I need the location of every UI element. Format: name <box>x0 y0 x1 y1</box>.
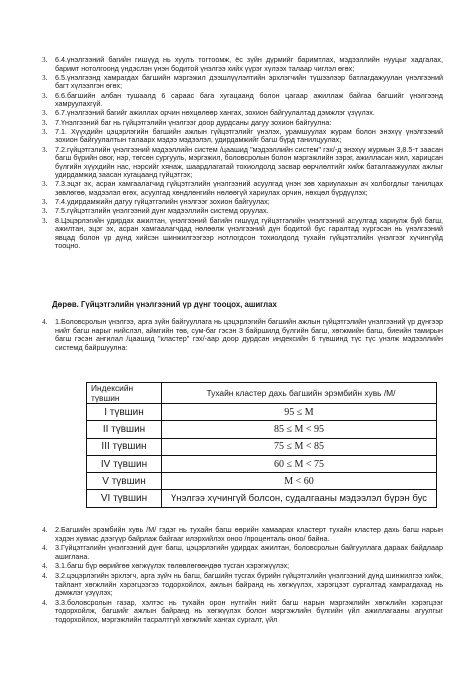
header-percentile: Тухайн кластер дахь багшийн эрэмбийн хувь /M/ <box>162 383 437 404</box>
table-row <box>87 438 437 455</box>
list-item <box>0 128 474 145</box>
list-item <box>0 318 474 352</box>
list-item <box>0 526 474 543</box>
level-cell: II түвшин <box>87 421 162 438</box>
list-item <box>0 146 474 180</box>
item-number: 3. <box>42 109 48 118</box>
item-number: 3. <box>42 73 48 82</box>
item-text: 3.3.боловсролын газар, хэлтэс нь тухайн орон нутгийн нийт багш нарын мэргэжлийн хөгжлийн хэрэгцээг тодорхойлж, багшийг ажлын байранд нь хөгжүүлэх болон мэргэжлийн бүлгийн үйл ажиллагааны агуулгыг тодорхойлох, мэргэжлийн тасралтгүй хөгжлийг хангах сургалт, үйл <box>55 597 443 624</box>
list-item <box>0 207 474 216</box>
item-text: 6.5.үнэлгээнд хамрагдах багшийн мэргэжил дээшлүүлэлтийн эрхлэгчийн түшээлээр батлагдажуулан үнэлгээний багт хүлээлгэн өгөх; <box>55 72 443 91</box>
index-level-table <box>86 382 437 508</box>
section-four-heading: Дөрөв. Гүйцэтгэлийн үнэлгээний үр дүнг тооцох, ашиглах <box>52 300 277 309</box>
list-item <box>0 56 474 73</box>
level-cell: V түвшин <box>87 473 162 490</box>
table-row <box>87 490 437 507</box>
table-row <box>87 421 437 438</box>
list-item <box>0 180 474 197</box>
item-text: 7.4.удирдамжийн дагуу гүйцэтгэлийн үнэлгээг зохион байгуулах; <box>55 197 270 207</box>
list-item <box>0 109 474 118</box>
item-text: 7.2.гүйцэтгэлийн үнэлгээний мэдээллийн систем /цаашид "мэдээллийн систем" гэх/-д энэхүү журмын 3,8.5-т заасан багш бүрийн овог, нэр, төгсөн сургууль, мэргэжил, боловсролын болон мэргэжлийн зэрэг, ажилласан жил, харицсан бүлгийн хүүхдийн нас, нэрсийг хянаж, шаардлагатай тохиолдолд засвар өөрчлөлтийг хийж баталгаажуулах ажлыг удирдамжид заасан хугацаанд гүйцэтгэх; <box>55 144 443 180</box>
percentile-cell: 95 ≤ M <box>162 404 437 421</box>
item-number: 4. <box>42 526 48 534</box>
item-text: 3.2.цэцэрлэгийн эрхлэгч, арга зүйч нь багш, багшийн тусгах бүрийн гүйцэтгэлийн үнэлгээний дүнд шинжилгээ хийж, тайлант хөгжлийн хэрэгцээгээ тодорхойлох, ажлын байранд нь хөгжүүлэх, хэрэгцээт сургалтад хамрагдахад нь дэмжлэг үзүүлэх; <box>55 570 443 598</box>
level-cell: III түвшин <box>87 438 162 455</box>
level-cell: IV түвшин <box>87 455 162 472</box>
header-index-level: Индексийн түвшин <box>87 383 162 404</box>
item-text: 7.3.эцэг эх, асран хамгаалагчид гүйцэтгэлийн үнэлгээний асуулгад үнэн зөв хариулахын ач холбогдлыг танилцах зөвлөгөө, мэдээлэл өгөх, асуулгад хөндлөнгийн нөлөөгүй хариулах орчин, нөхцөл бүрдүүлэх; <box>55 179 443 198</box>
item-text: 1.Боловсролын үнэлгээ, арга зүйн байгууллага нь цэцэрлэгийн багшийн ажлын гүйцэтгэлийн үнэлгээний үр дүнгээр нийт багш нарыг нийслэл, аймгийн төв, сум-баг гэсэн 3 байршилд бүлгийн багш, хөгжмийн багш, биеийн тамирын багш гэсэн ангилал /цаашид "кластер" гэх/-аар доор дурдсан индексийн 6 түвшинд түс түс үнэлж мэдээллийн системд байршуулна: <box>55 317 443 352</box>
list-item <box>0 74 474 91</box>
item-number: 4. <box>42 598 48 607</box>
item-number: 3. <box>42 91 48 100</box>
list-item <box>0 92 474 109</box>
level-cell: I түвшин <box>87 404 162 421</box>
table-row <box>87 455 437 472</box>
paragraph-4-1 <box>0 318 474 352</box>
item-text: 8.Цэцэрлэгийн удирдах ажилтан, үнэлгээний багийн гишүүд гүйцэтгэлийн үнэлгээний асуулгад хариулж буй багш, ажилтан, эцэг эх, асран хамгаалагчдад нөлөөлж үнэлгээний дүн бодитой бус гаралтад хүргэсэн нь үнэлгээний явцад болон үр дүнд хийсэн шинжилгээгээр нотлогдсон тохиолдолд тухайн гүйцэтгэлийн үнэлгээг хүчингүйд тооцно. <box>55 215 443 251</box>
section-four-list <box>0 526 474 626</box>
item-number: 4. <box>42 544 48 553</box>
item-number: 4. <box>42 318 48 326</box>
item-number: 3. <box>42 145 48 154</box>
item-number: 4. <box>42 571 48 580</box>
item-text: 2.Багшийн эрэмбийн хувь /M/ гэдэг нь тухайн багш өөрийн хамаарах кластерт тухайн кластер дахь багш нарын хэдэн хувиас дээгүүр байрлаж байгааг илэрхийлэх оноо /проценталь оноо/ байна. <box>55 525 443 543</box>
percentile-cell: 60 ≤ M < 75 <box>162 455 437 472</box>
item-text: 3.1.багш бүр өөрийгөө хөгжүүлэх төлөвлөгөөндөө тусган хэрэгжүүлэх; <box>55 561 290 571</box>
table-header-row <box>87 383 437 404</box>
table-row <box>87 404 437 421</box>
item-text: 7.5.гүйцэтгэлийн үнэлгээний дүнг мэдээллийн системд оруулах. <box>55 206 269 216</box>
item-text: 7.1. Хүүхдийн цэцэрлэгийн багшийн ажлын гүйцэтгэлийг үнэлэх, урамшуулах журам болон энэхүү үнэлгээний зохион байгуулалтын талаарх мэдээ мэдээлэл, удирдамжийг багш бүрд танилцуулах; <box>55 126 443 145</box>
item-number: 3. <box>42 180 48 189</box>
list-item <box>0 599 474 625</box>
item-number: 3. <box>42 118 48 127</box>
item-text: 6.6.багшийн албан тушаалд 6 сараас бага хугацаанд болон цагаар ажиллаж байгаа багшийг үнэлгээнд хамруулахгүй. <box>55 90 443 109</box>
item-text: 3.Гүйцэтгэлийн үнэлгээний дүнг багш, цэцэрлэгийн удирдах ажилтан, боловсролын байгууллага дараах байдлаар ашиглана. <box>55 543 443 561</box>
item-number: 3. <box>42 56 48 64</box>
item-text: 7.Үнэлгээний баг нь гүйцэтгэлийн үнэлгээг доор дурдсаны дагуу зохион байгуулна: <box>55 117 332 127</box>
list-item <box>0 562 474 571</box>
item-number: 4. <box>42 562 48 571</box>
list-item <box>0 217 474 251</box>
list-item <box>0 119 474 128</box>
table-row <box>87 473 437 490</box>
item-number: 3. <box>42 127 48 136</box>
list-item <box>0 572 474 598</box>
percentile-cell: 85 ≤ M < 95 <box>162 421 437 438</box>
percentile-cell: Үнэлгээ хүчингүй болсон, судалгааны мэдээлэл бүрэн бус <box>162 490 437 507</box>
item-number: 3. <box>42 207 48 216</box>
percentile-cell: M < 60 <box>162 473 437 490</box>
list-item <box>0 544 474 561</box>
percentile-cell: 75 ≤ M < 85 <box>162 438 437 455</box>
item-text: 6.4.үнэлгээний багийн гишүүд нь хуулъ тогтоомж, ёс зүйн дүрмийг баримтлах, мэдээллийн нууцыг хадгалах, баримт нотолгоонд үндэслэн үнэн бодитой үнэлгээ хийх үүрэг хүлээх талаар чиглэл өгөх; <box>55 55 443 73</box>
section-three-list <box>0 56 474 252</box>
level-cell: VI түвшин <box>87 490 162 507</box>
item-number: 3. <box>42 198 48 207</box>
item-number: 3. <box>42 216 48 225</box>
item-text: 6.7.үнэлгээний багийг ажиллах орчин нөхцөлөөр хангах, зохион байгуулалтад дэмжлэг үзүүлэх. <box>55 108 375 118</box>
